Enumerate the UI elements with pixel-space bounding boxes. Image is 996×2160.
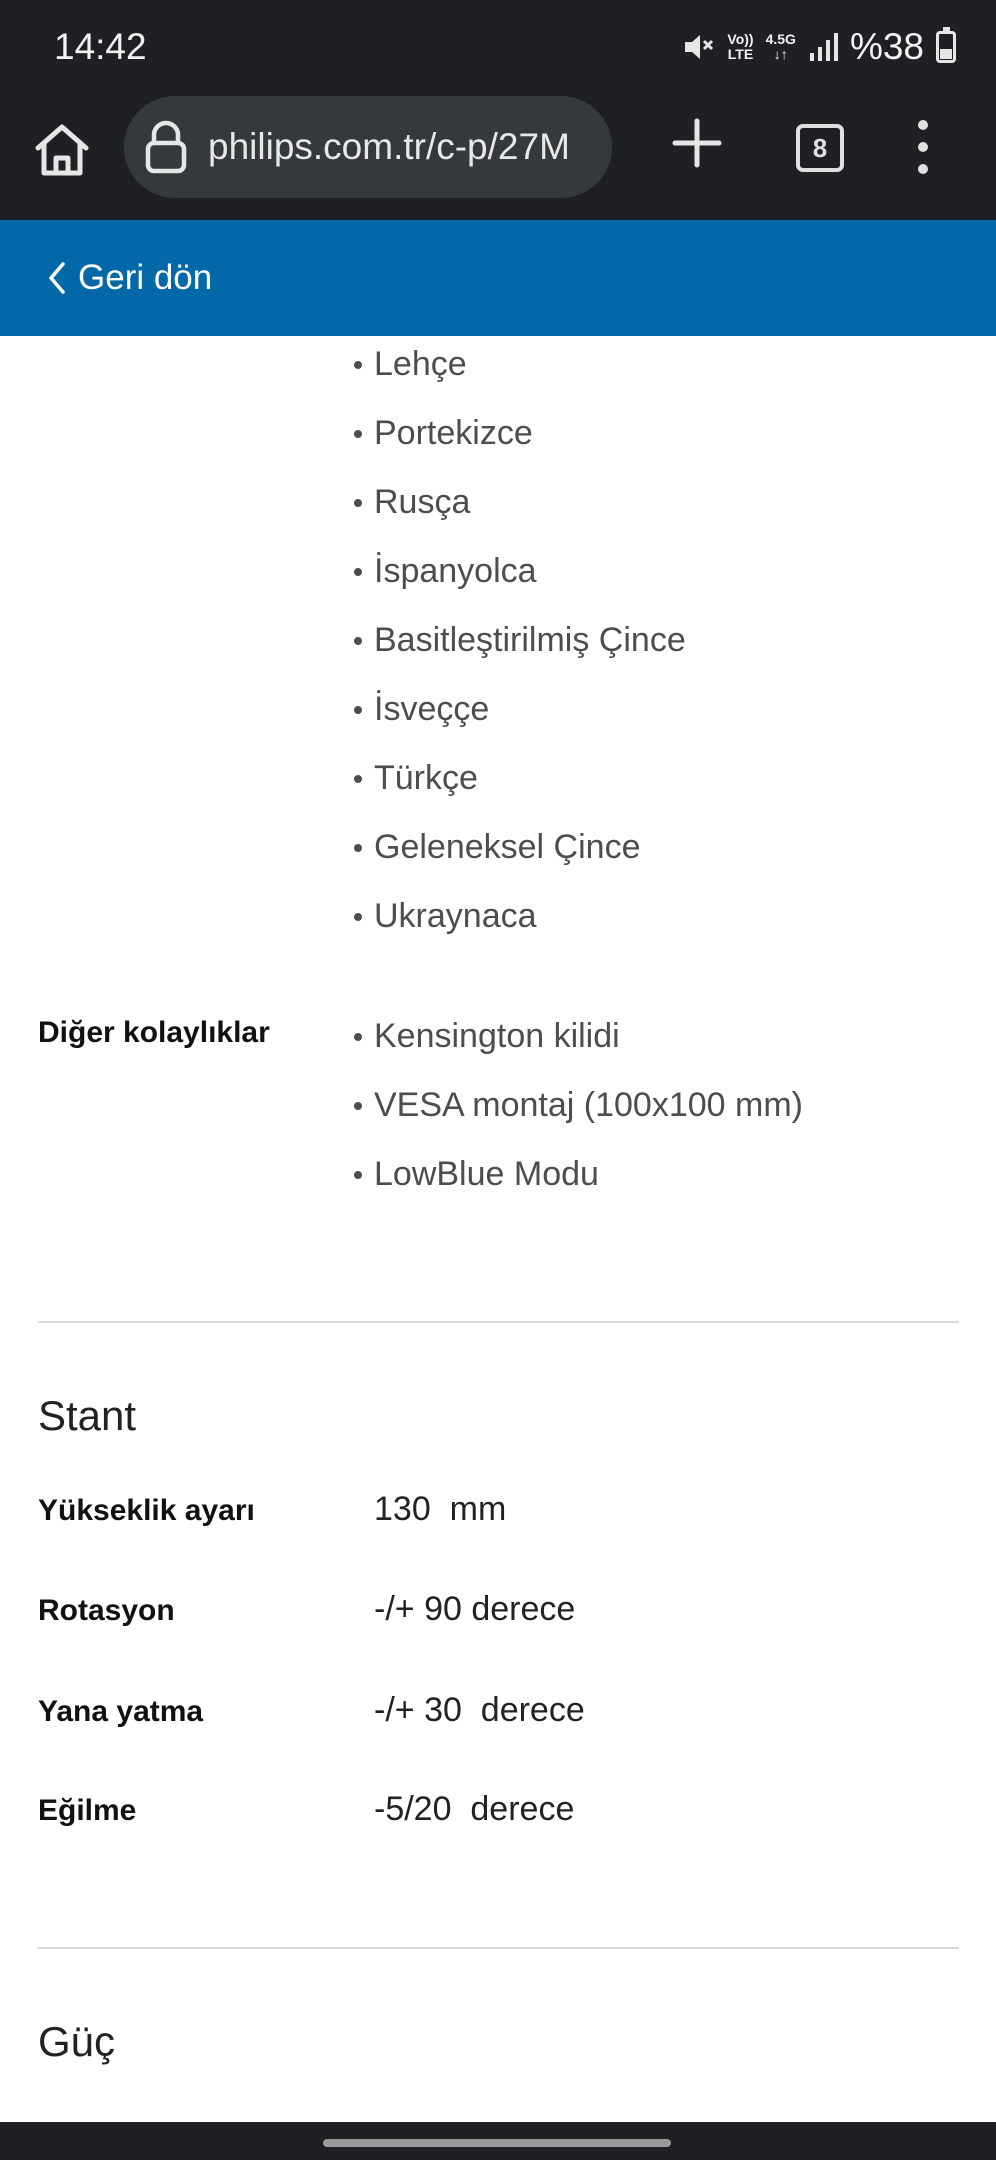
- chevron-left-icon: [46, 260, 68, 296]
- other-features-label: Diğer kolaylıklar: [38, 1016, 270, 1049]
- stand-section-title: Stant: [38, 1392, 137, 1439]
- network-type: [766, 32, 796, 62]
- spec-label-rotation: Rotasyon: [38, 1594, 175, 1627]
- browser-toolbar: [0, 96, 996, 220]
- signal-icon: [808, 31, 838, 63]
- status-time: 14:42: [54, 26, 147, 67]
- home-icon[interactable]: [30, 118, 94, 182]
- other-features-list: [374, 1008, 803, 1215]
- list-item: Türkçe: [374, 750, 686, 819]
- list-item: İspanyolca: [374, 543, 686, 612]
- spec-label-height: Yükseklik ayarı: [38, 1494, 255, 1527]
- back-nav-bar: [0, 220, 996, 336]
- volte-bottom: LTE: [727, 46, 754, 62]
- list-item: Kensington kilidi: [374, 1008, 803, 1077]
- network-top: 4.5G: [765, 31, 796, 47]
- spec-label-swivel: Yana yatma: [38, 1695, 204, 1728]
- lock-icon: [142, 119, 190, 175]
- tab-switcher-button[interactable]: 8: [796, 124, 844, 172]
- address-bar[interactable]: [124, 96, 612, 198]
- list-item: Portekizce: [374, 405, 686, 474]
- system-navigation-bar: [0, 2122, 996, 2160]
- list-item: Lehçe: [374, 336, 686, 405]
- mute-icon: [681, 30, 715, 64]
- status-bar: [0, 0, 996, 96]
- battery-percent: %38: [849, 26, 924, 67]
- more-menu-icon[interactable]: [910, 120, 936, 180]
- back-label[interactable]: Geri dön: [78, 258, 213, 297]
- list-item: İsveççe: [374, 681, 686, 750]
- volte-indicator: [727, 32, 753, 62]
- list-item: Basitleştirilmiş Çince: [374, 612, 686, 681]
- power-section-title: Güç: [38, 2018, 116, 2065]
- gesture-handle[interactable]: [323, 2139, 671, 2147]
- volte-top: Vo)): [727, 31, 754, 47]
- list-item: LowBlue Modu: [374, 1146, 803, 1215]
- spec-value-rotation: -/+ 90 derece: [374, 1590, 576, 1628]
- spec-value-swivel: -/+ 30 derece: [374, 1691, 585, 1729]
- new-tab-icon[interactable]: [670, 116, 724, 170]
- section-divider: [38, 1947, 959, 1949]
- battery-icon: [936, 31, 956, 63]
- network-bottom: ↓↑: [773, 46, 788, 62]
- url-text[interactable]: philips.com.tr/c-p/27M: [208, 126, 570, 167]
- status-icons: [681, 24, 956, 70]
- list-item: Ukraynaca: [374, 888, 686, 957]
- list-item: Rusça: [374, 474, 686, 543]
- list-item: Geleneksel Çince: [374, 819, 686, 888]
- back-link[interactable]: [46, 258, 212, 298]
- spec-label-tilt: Eğilme: [38, 1794, 137, 1827]
- spec-value-height: 130 mm: [374, 1490, 507, 1528]
- language-list: [374, 336, 686, 957]
- spec-value-tilt: -5/20 derece: [374, 1790, 575, 1828]
- list-item: VESA montaj (100x100 mm): [374, 1077, 803, 1146]
- section-divider: [38, 1321, 959, 1323]
